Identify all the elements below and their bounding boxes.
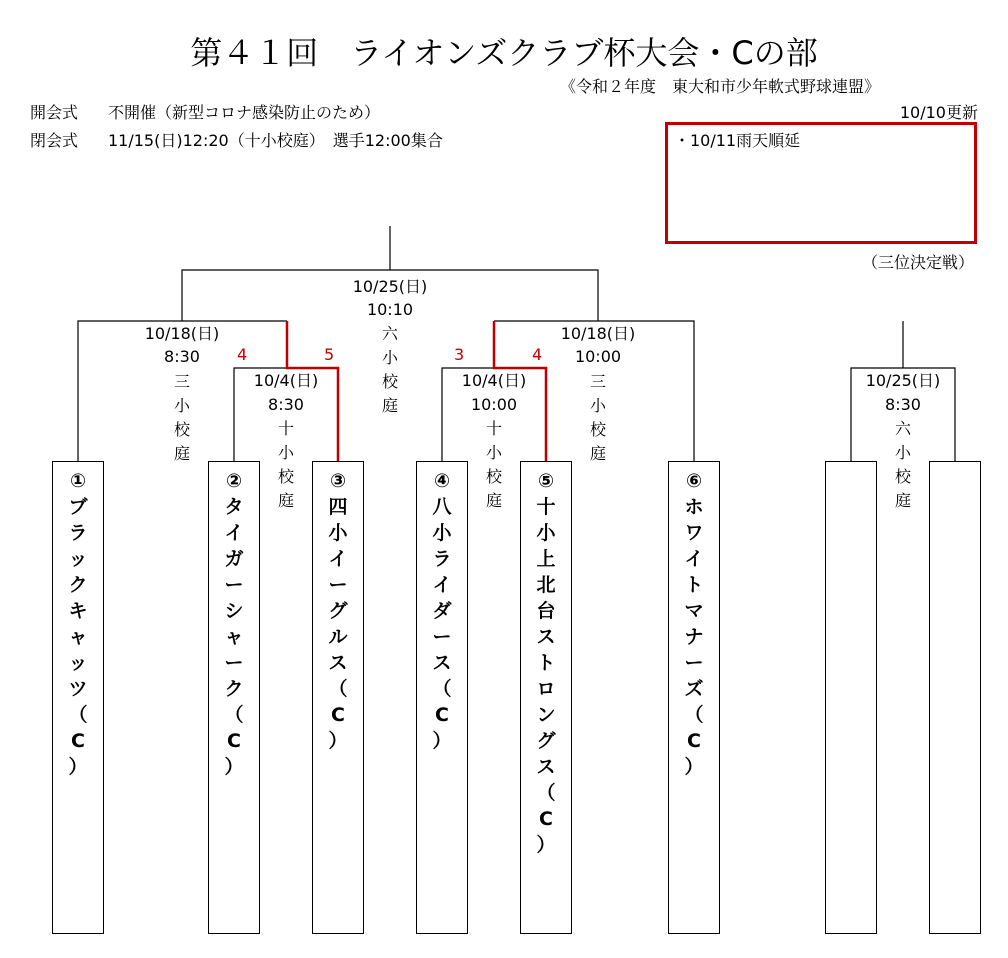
closing-ceremony-value: 11/15(日)12:20（十小校庭） 選手12:00集合 [108, 131, 443, 150]
qf-right-score-b: 4 [532, 345, 543, 364]
notice-text: ・10/11雨天順延 [674, 131, 801, 150]
opening-ceremony-label: 開会式 [30, 103, 79, 122]
semi-left-venue: 三 小 校 庭 [173, 372, 190, 463]
qf-left-score-b: 5 [324, 345, 335, 364]
team-box-3[interactable] [312, 461, 364, 934]
qf-right-time: 10:00 [470, 395, 518, 414]
qf-right-score-a: 3 [454, 345, 465, 364]
closing-ceremony-label: 閉会式 [30, 131, 79, 150]
team-box-4[interactable] [416, 461, 468, 934]
team-box-third-a[interactable] [825, 461, 877, 934]
final-date: 10/25(日) [352, 277, 428, 296]
semi-right-time: 10:00 [574, 347, 622, 366]
final-time: 10:10 [366, 300, 414, 319]
team-name-6: ⑥ ホ ワ イ ト マ ナ ー ズ （ C ） [684, 470, 704, 778]
opening-ceremony-value: 不開催（新型コロナ感染防止のため） [108, 103, 381, 122]
page-subtitle: 《令和２年度 東大和市少年軟式野球連盟》 [559, 77, 880, 96]
team-box-1[interactable] [52, 461, 104, 934]
semi-left-date: 10/18(日) [144, 324, 220, 343]
qf-right-venue: 十 小 校 庭 [485, 419, 502, 510]
team-name-3: ③ 四 小 イ ー グ ル ス （ C ） [328, 470, 348, 752]
team-box-6[interactable] [668, 461, 720, 934]
team-box-5[interactable] [520, 461, 572, 934]
third-place-venue: 六 小 校 庭 [894, 419, 911, 510]
qf-right-date: 10/4(日) [461, 371, 527, 390]
qf-left-date: 10/4(日) [253, 371, 319, 390]
qf-left-venue: 十 小 校 庭 [277, 419, 294, 510]
qf-left-time: 8:30 [268, 395, 304, 414]
team-name-2: ② タ イ ガ ー シ ャ ー ク （ C ） [224, 470, 244, 778]
semi-right-date: 10/18(日) [560, 324, 636, 343]
final-venue: 六 小 校 庭 [381, 324, 398, 415]
semi-left-time: 8:30 [164, 347, 200, 366]
qf-left-score-a: 4 [237, 345, 248, 364]
third-place-date: 10/25(日) [865, 371, 941, 390]
team-box-2[interactable] [208, 461, 260, 934]
semi-right-venue: 三 小 校 庭 [589, 372, 606, 463]
third-place-time: 8:30 [885, 395, 921, 414]
team-name-5: ⑤ 十 小 上 北 台 ス ト ロ ン グ ス （ C ） [536, 470, 556, 856]
team-name-1: ① ブ ラ ッ ク キ ャ ッ ツ （ C ） [68, 470, 88, 778]
third-place-label: （三位決定戦） [862, 253, 975, 272]
team-box-third-b[interactable] [929, 461, 981, 934]
team-name-4: ④ 八 小 ラ イ ダ ー ス （ C ） [432, 470, 452, 752]
update-date: 10/10更新 [899, 103, 978, 122]
page-title: 第４１回 ライオンズクラブ杯大会・Cの部 [190, 34, 818, 72]
